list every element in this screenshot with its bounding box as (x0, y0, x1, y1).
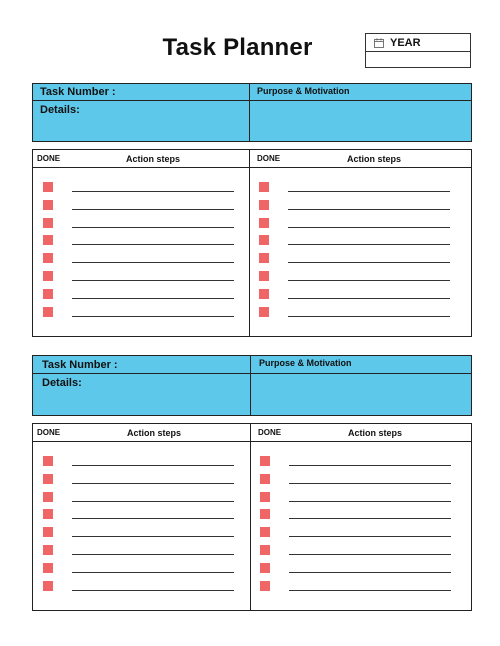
details-label: Details: (42, 377, 82, 389)
year-field[interactable] (366, 52, 470, 69)
done-checkbox[interactable] (259, 307, 269, 317)
action-steps-label: Action steps (348, 428, 403, 438)
done-checkbox[interactable] (43, 492, 53, 502)
done-checkbox[interactable] (259, 200, 269, 210)
action-step-line[interactable] (289, 590, 451, 591)
action-step-line[interactable] (72, 518, 234, 519)
done-label: DONE (258, 428, 282, 437)
details-label: Details: (40, 104, 80, 116)
done-checkbox[interactable] (260, 492, 270, 502)
done-checkbox[interactable] (259, 218, 269, 228)
done-checkbox[interactable] (259, 271, 269, 281)
year-header (366, 34, 470, 52)
purpose-label: Purpose & Motivation (259, 358, 352, 368)
purpose-label: Purpose & Motivation (257, 86, 350, 96)
action-step-line[interactable] (288, 280, 450, 281)
action-step-line[interactable] (289, 518, 451, 519)
task-info-box-1 (32, 83, 472, 142)
action-step-line[interactable] (72, 465, 234, 466)
action-step-line[interactable] (72, 262, 234, 263)
done-checkbox[interactable] (43, 581, 53, 591)
done-checkbox[interactable] (43, 474, 53, 484)
done-checkbox[interactable] (43, 527, 53, 537)
action-step-line[interactable] (288, 244, 450, 245)
action-step-line[interactable] (289, 554, 451, 555)
action-steps-label: Action steps (126, 154, 181, 164)
done-checkbox[interactable] (43, 235, 53, 245)
page-title: Task Planner (162, 34, 313, 61)
action-step-line[interactable] (288, 316, 450, 317)
done-checkbox[interactable] (260, 509, 270, 519)
done-checkbox[interactable] (43, 509, 53, 519)
done-checkbox[interactable] (259, 182, 269, 192)
action-step-line[interactable] (72, 244, 234, 245)
action-step-line[interactable] (72, 316, 234, 317)
action-step-line[interactable] (288, 209, 450, 210)
task-info-box-2 (32, 355, 472, 416)
done-checkbox[interactable] (43, 200, 53, 210)
action-step-line[interactable] (72, 554, 234, 555)
action-step-line[interactable] (289, 536, 451, 537)
year-label: YEAR (390, 36, 421, 49)
action-step-line[interactable] (288, 298, 450, 299)
done-checkbox[interactable] (43, 182, 53, 192)
done-checkbox[interactable] (260, 456, 270, 466)
action-step-line[interactable] (72, 209, 234, 210)
action-step-line[interactable] (72, 191, 234, 192)
action-step-line[interactable] (72, 298, 234, 299)
year-box (365, 33, 471, 68)
action-step-line[interactable] (72, 227, 234, 228)
done-checkbox[interactable] (259, 253, 269, 263)
done-checkbox[interactable] (43, 563, 53, 573)
done-label: DONE (37, 154, 61, 163)
action-step-line[interactable] (72, 536, 234, 537)
done-checkbox[interactable] (43, 307, 53, 317)
calendar-icon (374, 38, 384, 48)
done-checkbox[interactable] (43, 271, 53, 281)
task-number-label: Task Number : (42, 359, 118, 371)
action-step-line[interactable] (289, 483, 451, 484)
action-step-line[interactable] (288, 227, 450, 228)
action-step-line[interactable] (72, 501, 234, 502)
task-number-label: Task Number : (40, 86, 116, 98)
done-checkbox[interactable] (43, 253, 53, 263)
done-checkbox[interactable] (260, 563, 270, 573)
done-label: DONE (257, 154, 281, 163)
done-checkbox[interactable] (260, 527, 270, 537)
action-step-line[interactable] (72, 483, 234, 484)
action-steps-box-1 (32, 149, 472, 337)
done-checkbox[interactable] (259, 235, 269, 245)
action-steps-label: Action steps (347, 154, 402, 164)
action-step-line[interactable] (288, 262, 450, 263)
done-checkbox[interactable] (260, 474, 270, 484)
action-step-line[interactable] (288, 191, 450, 192)
action-step-line[interactable] (289, 501, 451, 502)
done-checkbox[interactable] (259, 289, 269, 299)
done-checkbox[interactable] (43, 289, 53, 299)
done-checkbox[interactable] (260, 581, 270, 591)
action-step-line[interactable] (72, 572, 234, 573)
action-step-line[interactable] (72, 590, 234, 591)
done-checkbox[interactable] (260, 545, 270, 555)
done-label: DONE (37, 428, 61, 437)
action-steps-box-2 (32, 423, 472, 611)
done-checkbox[interactable] (43, 218, 53, 228)
action-step-line[interactable] (72, 280, 234, 281)
action-step-line[interactable] (289, 465, 451, 466)
done-checkbox[interactable] (43, 456, 53, 466)
done-checkbox[interactable] (43, 545, 53, 555)
action-steps-label: Action steps (127, 428, 182, 438)
action-step-line[interactable] (289, 572, 451, 573)
